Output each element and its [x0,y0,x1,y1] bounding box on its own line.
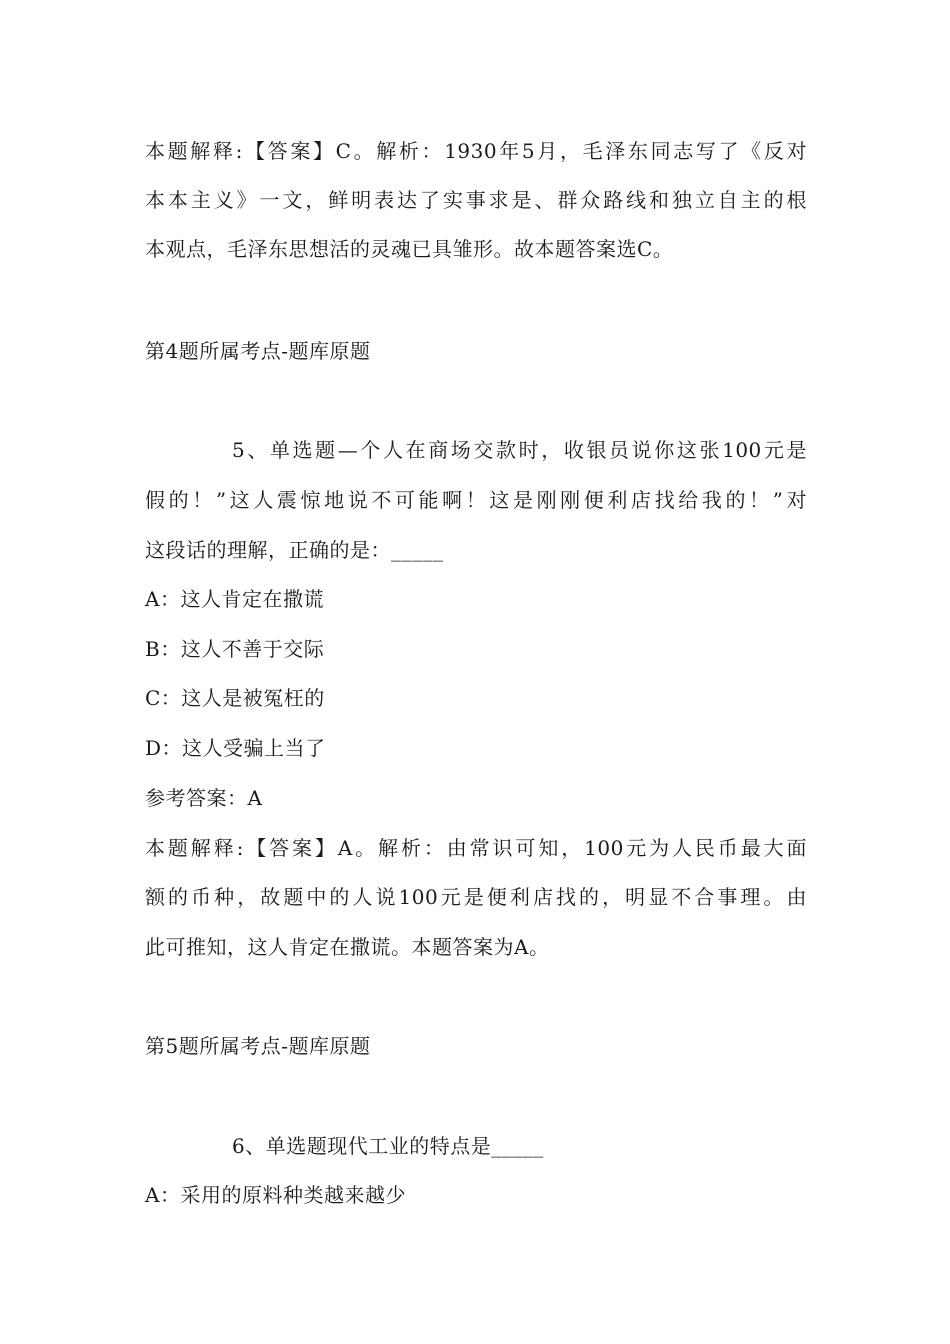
q5-option-c: C：这人是被冤枉的 [145,686,325,710]
q5-option-a: A：这人肯定在撒谎 [145,587,324,611]
q5-question-line-2: 假的！”这人震惊地说不可能啊！这是刚刚便利店找给我的！”对 [145,488,807,512]
q5-answer: 参考答案：A [145,786,263,810]
q5-explanation-line-2: 额的币种，故题中的人说100元是便利店找的，明显不合事理。由 [145,885,807,909]
q5-question-line-3: 这段话的理解，正确的是：_____ [145,538,444,562]
q5-explanation-line-3: 此可推知，这人肯定在撒谎。本题答案为A。 [145,935,550,959]
q4-topic: 第4题所属考点-题库原题 [145,339,371,363]
q6-option-a: A：采用的原料种类越来越少 [145,1183,406,1207]
q3-explanation-line-2: 本本主义》一文，鲜明表达了实事求是、群众路线和独立自主的根 [145,188,807,212]
q3-explanation-line-1: 本题解释:【答案】C。解析：1930年5月，毛泽东同志写了《反对 [145,139,807,163]
q5-topic: 第5题所属考点-题库原题 [145,1034,371,1058]
q5-question-line-1: 5、单选题—个人在商场交款时，收银员说你这张100元是 [232,438,807,462]
q5-option-d: D：这人受骗上当了 [145,736,326,760]
q6-question-line-1: 6、单选题现代工业的特点是_____ [232,1134,544,1158]
q3-explanation-line-3: 本观点，毛泽东思想活的灵魂已具雏形。故本题答案选C。 [145,237,674,261]
q5-option-b: B：这人不善于交际 [145,637,325,661]
q5-explanation-line-1: 本题解释:【答案】A。解析：由常识可知，100元为人民币最大面 [145,836,807,860]
